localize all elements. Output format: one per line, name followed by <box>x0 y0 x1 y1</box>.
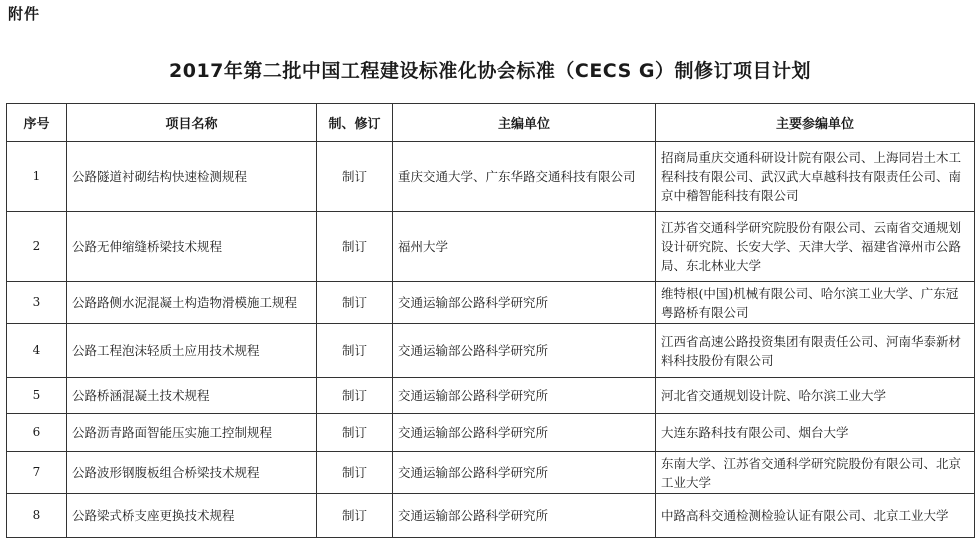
row-type: 制订 <box>317 378 393 414</box>
row-no: 2 <box>7 212 67 282</box>
table-row <box>7 142 975 212</box>
row-type: 制订 <box>317 212 393 282</box>
row-project-name: 公路沥青路面智能压实施工控制规程 <box>67 414 317 452</box>
row-participants: 维特根(中国)机械有限公司、哈尔滨工业大学、广东冠粤路桥有限公司 <box>656 282 975 324</box>
row-chief-editor: 交通运输部公路科学研究所 <box>393 282 656 324</box>
row-type: 制订 <box>317 282 393 324</box>
row-type: 制订 <box>317 452 393 494</box>
row-no: 6 <box>7 414 67 452</box>
table-row <box>7 282 975 324</box>
header-chief-editor: 主编单位 <box>393 104 656 142</box>
table-row <box>7 414 975 452</box>
row-chief-editor: 交通运输部公路科学研究所 <box>393 414 656 452</box>
table-row <box>7 212 975 282</box>
row-project-name: 公路无伸缩缝桥梁技术规程 <box>67 212 317 282</box>
row-project-name: 公路工程泡沫轻质土应用技术规程 <box>67 324 317 378</box>
table-row <box>7 324 975 378</box>
row-type: 制订 <box>317 414 393 452</box>
header-type: 制、修订 <box>317 104 393 142</box>
table-row <box>7 452 975 494</box>
row-type: 制订 <box>317 142 393 212</box>
row-project-name: 公路梁式桥支座更换技术规程 <box>67 494 317 538</box>
project-plan-table <box>6 103 975 538</box>
row-chief-editor: 交通运输部公路科学研究所 <box>393 378 656 414</box>
row-participants: 招商局重庆交通科研设计院有限公司、上海同岩土木工程科技有限公司、武汉武大卓越科技有限责任公司、南京中稽智能科技有限公司 <box>656 142 975 212</box>
row-no: 3 <box>7 282 67 324</box>
row-chief-editor: 重庆交通大学、广东华路交通科技有限公司 <box>393 142 656 212</box>
row-participants: 河北省交通规划设计院、哈尔滨工业大学 <box>656 378 975 414</box>
table-row <box>7 378 975 414</box>
document-title: 2017年第二批中国工程建设标准化协会标准（CECS G）制修订项目计划 <box>169 60 811 82</box>
row-chief-editor: 交通运输部公路科学研究所 <box>393 494 656 538</box>
row-project-name: 公路波形钢腹板组合桥梁技术规程 <box>67 452 317 494</box>
attachment-label: 附件 <box>8 5 41 23</box>
row-participants: 东南大学、江苏省交通科学研究院股份有限公司、北京工业大学 <box>656 452 975 494</box>
row-project-name: 公路隧道衬砌结构快速检测规程 <box>67 142 317 212</box>
header-participants: 主要参编单位 <box>656 104 975 142</box>
row-no: 8 <box>7 494 67 538</box>
table-header-row <box>7 104 975 142</box>
row-participants: 大连东路科技有限公司、烟台大学 <box>656 414 975 452</box>
row-participants: 江西省高速公路投资集团有限责任公司、河南华泰新材料科技股份有限公司 <box>656 324 975 378</box>
table-row <box>7 494 975 538</box>
row-chief-editor: 福州大学 <box>393 212 656 282</box>
row-no: 4 <box>7 324 67 378</box>
row-chief-editor: 交通运输部公路科学研究所 <box>393 452 656 494</box>
row-chief-editor: 交通运输部公路科学研究所 <box>393 324 656 378</box>
row-no: 5 <box>7 378 67 414</box>
row-no: 1 <box>7 142 67 212</box>
header-project-name: 项目名称 <box>67 104 317 142</box>
row-type: 制订 <box>317 494 393 538</box>
row-project-name: 公路桥涵混凝土技术规程 <box>67 378 317 414</box>
row-project-name: 公路路侧水泥混凝土构造物滑模施工规程 <box>67 282 317 324</box>
row-participants: 江苏省交通科学研究院股份有限公司、云南省交通规划设计研究院、长安大学、天津大学、福建省漳州市公路局、东北林业大学 <box>656 212 975 282</box>
row-type: 制订 <box>317 324 393 378</box>
row-participants: 中路高科交通检测检验认证有限公司、北京工业大学 <box>656 494 975 538</box>
header-no: 序号 <box>7 104 67 142</box>
row-no: 7 <box>7 452 67 494</box>
